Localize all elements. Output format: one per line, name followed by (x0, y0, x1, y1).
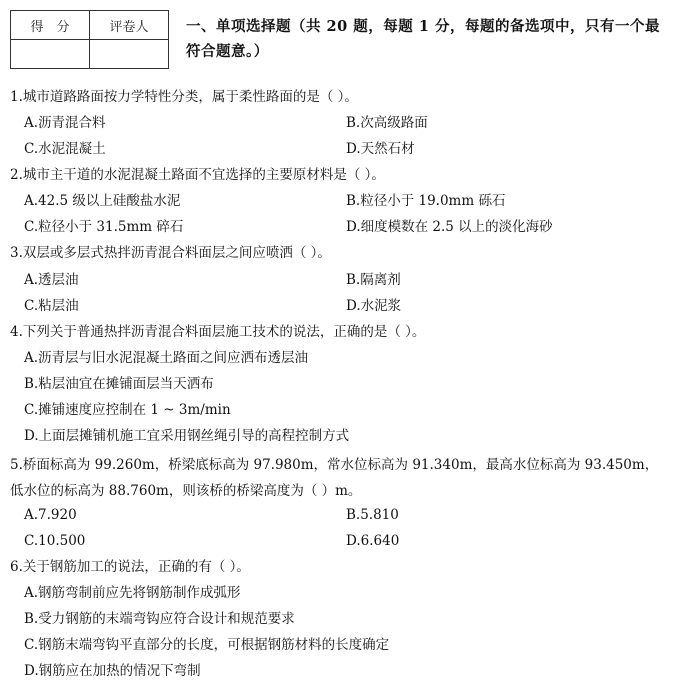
question-stem: 3.双层或多层式热拌沥青混合料面层之间应喷洒（ ）。 (10, 245, 331, 261)
question-option: A.42.5 级以上硅酸盐水泥 (24, 193, 181, 209)
question-option: A.沥青混合料 (24, 115, 106, 131)
question-option: B.隔离剂 (346, 272, 401, 288)
question-option: D.上面层摊铺机施工宜采用钢丝绳引导的高程控制方式 (24, 428, 350, 444)
question-option: A.钢筋弯制前应先将钢筋制作成弧形 (24, 585, 241, 601)
question-stem: 4.下列关于普通热拌沥青混合料面层施工技术的说法，正确的是（ ）。 (10, 324, 426, 340)
question-option: D.水泥浆 (346, 298, 402, 314)
reviewer-label: 评卷人 (90, 11, 169, 40)
question-option: C.摊铺速度应控制在 1 ~ 3m/min (24, 402, 231, 418)
question-stem: 5.桥面标高为 99.260m，桥梁底标高为 97.980m，常水位标高为 91.340m，最高水位标高为 93.450m，低水位的标高为 88.760m，则该桥的桥梁高度为（ ）m。 (10, 457, 659, 499)
question-option: C.10.500 (24, 533, 86, 549)
question-option: D.钢筋应在加热的情况下弯制 (24, 663, 201, 679)
question-stem: 2.城市主干道的水泥混凝土路面不宜选择的主要原材料是（ ）。 (10, 167, 385, 183)
question-option: B.粘层油宜在摊铺面层当天洒布 (24, 376, 214, 392)
question-option: A.沥青层与旧水泥混凝土路面之间应洒布透层油 (24, 350, 309, 366)
question-option: B.受力钢筋的末端弯钩应符合设计和规范要求 (24, 611, 295, 627)
score-table (10, 10, 169, 69)
reviewer-cell (90, 40, 169, 69)
question-option: D.6.640 (346, 533, 400, 549)
question-option: B.粒径小于 19.0mm 砾石 (346, 193, 506, 209)
score-cell (11, 40, 90, 69)
question-option: C.粘层油 (24, 298, 79, 314)
question-option: B.次高级路面 (346, 115, 428, 131)
score-label: 得 分 (11, 11, 90, 40)
section-title: 一、单项选择题（共 20 题，每题 1 分，每题的备选项中，只有一个最符合题意。） (186, 18, 660, 60)
question-option: A.透层油 (24, 272, 79, 288)
question-option: C.钢筋末端弯钩平直部分的长度，可根据钢筋材料的长度确定 (24, 637, 390, 653)
question-option: C.粒径小于 31.5mm 碎石 (24, 219, 184, 235)
question-option: D.天然石材 (346, 141, 415, 157)
question-stem: 6.关于钢筋加工的说法，正确的有（ ）。 (10, 559, 250, 575)
question-option: B.5.810 (346, 507, 399, 523)
question-option: D.细度模数在 2.5 以上的淡化海砂 (346, 219, 553, 235)
question-option: A.7.920 (24, 507, 77, 523)
question-option: C.水泥混凝土 (24, 141, 106, 157)
question-stem: 1.城市道路路面按力学特性分类，属于柔性路面的是（ ）。 (10, 89, 358, 105)
